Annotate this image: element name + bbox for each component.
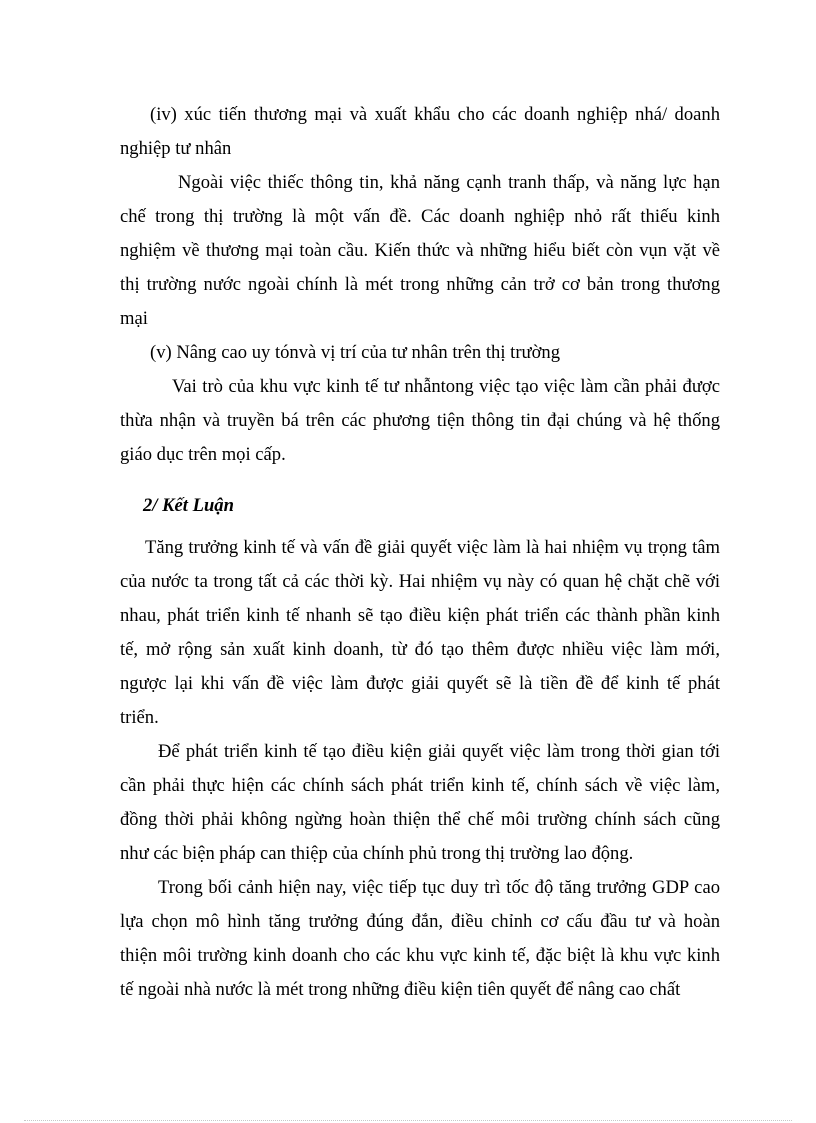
paragraph-line: triển. — [120, 707, 159, 728]
paragraph-line: cần phải thực hiện các chính sách phát triển kinh tế, chính sách về việc làm, — [120, 775, 720, 796]
paragraph-line: Trong bối cảnh hiện nay, việc tiếp tục duy trì tốc độ tăng trưởng GDP cao — [158, 877, 720, 898]
paragraph-line: nghiệm về thương mại toàn cầu. Kiến thức và những hiểu biết còn vụn vặt về — [120, 240, 720, 261]
paragraph-line: như các biện pháp can thiệp của chính phủ trong thị trường lao động. — [120, 843, 634, 864]
paragraph-line: lựa chọn mô hình tăng trưởng đúng đắn, điều chỉnh cơ cấu đầu tư và hoàn — [120, 911, 720, 932]
paragraph-line: mại — [120, 308, 148, 329]
paragraph-line: tế, mở rộng sản xuất kinh doanh, từ đó tạo thêm được nhiều việc làm mới, — [120, 639, 720, 660]
paragraph-line: chế trong thị trường là một vấn đề. Các doanh nghiệp nhỏ rất thiếu kinh — [120, 206, 720, 227]
paragraph-line: Vai trò của khu vực kinh tế tư nhẫntong việc tạo việc làm cần phải được — [172, 376, 720, 397]
paragraph-line: giáo dục trên mọi cấp. — [120, 444, 286, 465]
paragraph-line: thừa nhận và truyền bá trên các phương tiện thông tin đại chúng và hệ thống — [120, 410, 720, 431]
list-item-v: (v) Nâng cao uy tónvà vị trí của tư nhân trên thị trường — [150, 342, 561, 363]
paragraph-line: Ngoài việc thiếc thông tin, khả năng cạnh tranh thấp, và năng lực hạn — [178, 172, 720, 193]
section-heading: 2/ Kết Luận — [143, 495, 234, 516]
footer-divider — [24, 1120, 792, 1121]
paragraph-line: ngược lại khi vấn đề việc làm được giải quyết sẽ là tiền đề để kinh tế phát — [120, 673, 720, 694]
paragraph-line: thị trường nước ngoài chính là mét trong những cản trở cơ bản trong thương — [120, 274, 720, 295]
paragraph-line: đồng thời phải không ngừng hoàn thiện thể chế môi trường chính sách cũng — [120, 809, 720, 830]
paragraph-line: tế ngoài nhà nước là mét trong những điều kiện tiên quyết để nâng cao chất — [120, 979, 681, 1000]
paragraph-line: của nước ta trong tất cả các thời kỳ. Hai nhiệm vụ này có quan hệ chặt chẽ với — [120, 571, 720, 592]
paragraph-line: nhau, phát triển kinh tế nhanh sẽ tạo điều kiện phát triển các thành phần kinh — [120, 605, 720, 626]
paragraph-line: thiện môi trường kinh doanh cho các khu vực kinh tế, đặc biệt là khu vực kinh — [120, 945, 720, 966]
paragraph-line: Tăng trưởng kinh tế và vấn đề giải quyết việc làm là hai nhiệm vụ trọng tâm — [145, 537, 720, 558]
paragraph-line: nghiệp tư nhân — [120, 138, 232, 159]
list-item-iv: (iv) xúc tiến thương mại và xuất khẩu cho các doanh nghiệp nhá/ doanh — [150, 104, 720, 125]
paragraph-line: Để phát triển kinh tế tạo điều kiện giải quyết việc làm trong thời gian tới — [158, 741, 720, 762]
